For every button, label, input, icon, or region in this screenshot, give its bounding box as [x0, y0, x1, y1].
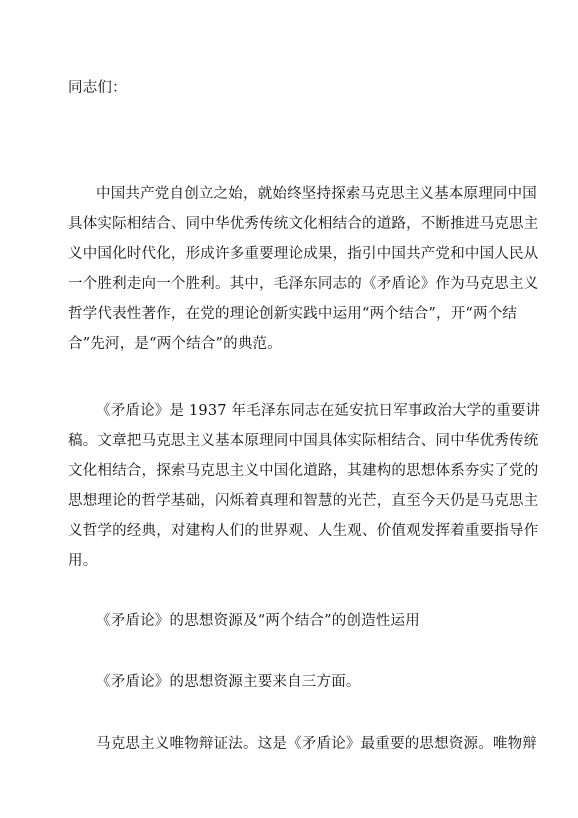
paragraph-1-line-2: 具体实际相结合、同中华优秀传统文化相结合的道路，不断推进马克思主	[68, 216, 539, 232]
paragraph-2-line-6: 用。	[68, 553, 98, 569]
paragraph-2-line-1: 《矛盾论》是 1937 年毛泽东同志在延安抗日军事政治大学的重要讲	[96, 403, 541, 419]
paragraph-2-line-4: 思想理论的哲学基础，闪烁着真理和智慧的光芒，直至今天仍是马克思主	[68, 493, 539, 509]
paragraph-1-line-4: 一个胜利走向一个胜利。其中，毛泽东同志的《矛盾论》作为马克思主义	[68, 276, 539, 292]
section-heading: 《矛盾论》的思想资源及“两个结合”的创造性运用	[96, 613, 420, 629]
paragraph-2-line-3: 文化相结合，探索马克思主义中国化道路，其建构的思想体系夯实了党的	[68, 463, 539, 479]
paragraph-1-line-1: 中国共产党自创立之始，就始终坚持探索马克思主义基本原理同中国	[96, 186, 537, 202]
paragraph-1-line-6: 合”先河，是“两个结合”的典范。	[68, 336, 282, 352]
section-intro: 《矛盾论》的思想资源主要来自三方面。	[96, 674, 361, 690]
paragraph-2-line-2: 稿。文章把马克思主义基本原理同中国具体实际相结合、同中华优秀传统	[68, 433, 539, 449]
paragraph-1-line-3: 义中国化时代化，形成许多重要理论成果，指引中国共产党和中国人民从	[68, 246, 539, 262]
paragraph-2-line-5: 义哲学的经典，对建构人们的世界观、人生观、价值观发挥着重要指导作	[68, 523, 539, 539]
paragraph-1-line-5: 哲学代表性著作，在党的理论创新实践中运用“两个结合”，开“两个结	[68, 306, 518, 322]
paragraph-3-line-1: 马克思主义唯物辩证法。这是《矛盾论》最重要的思想资源。唯物辩	[96, 736, 537, 752]
salutation: 同志们：	[68, 80, 127, 96]
